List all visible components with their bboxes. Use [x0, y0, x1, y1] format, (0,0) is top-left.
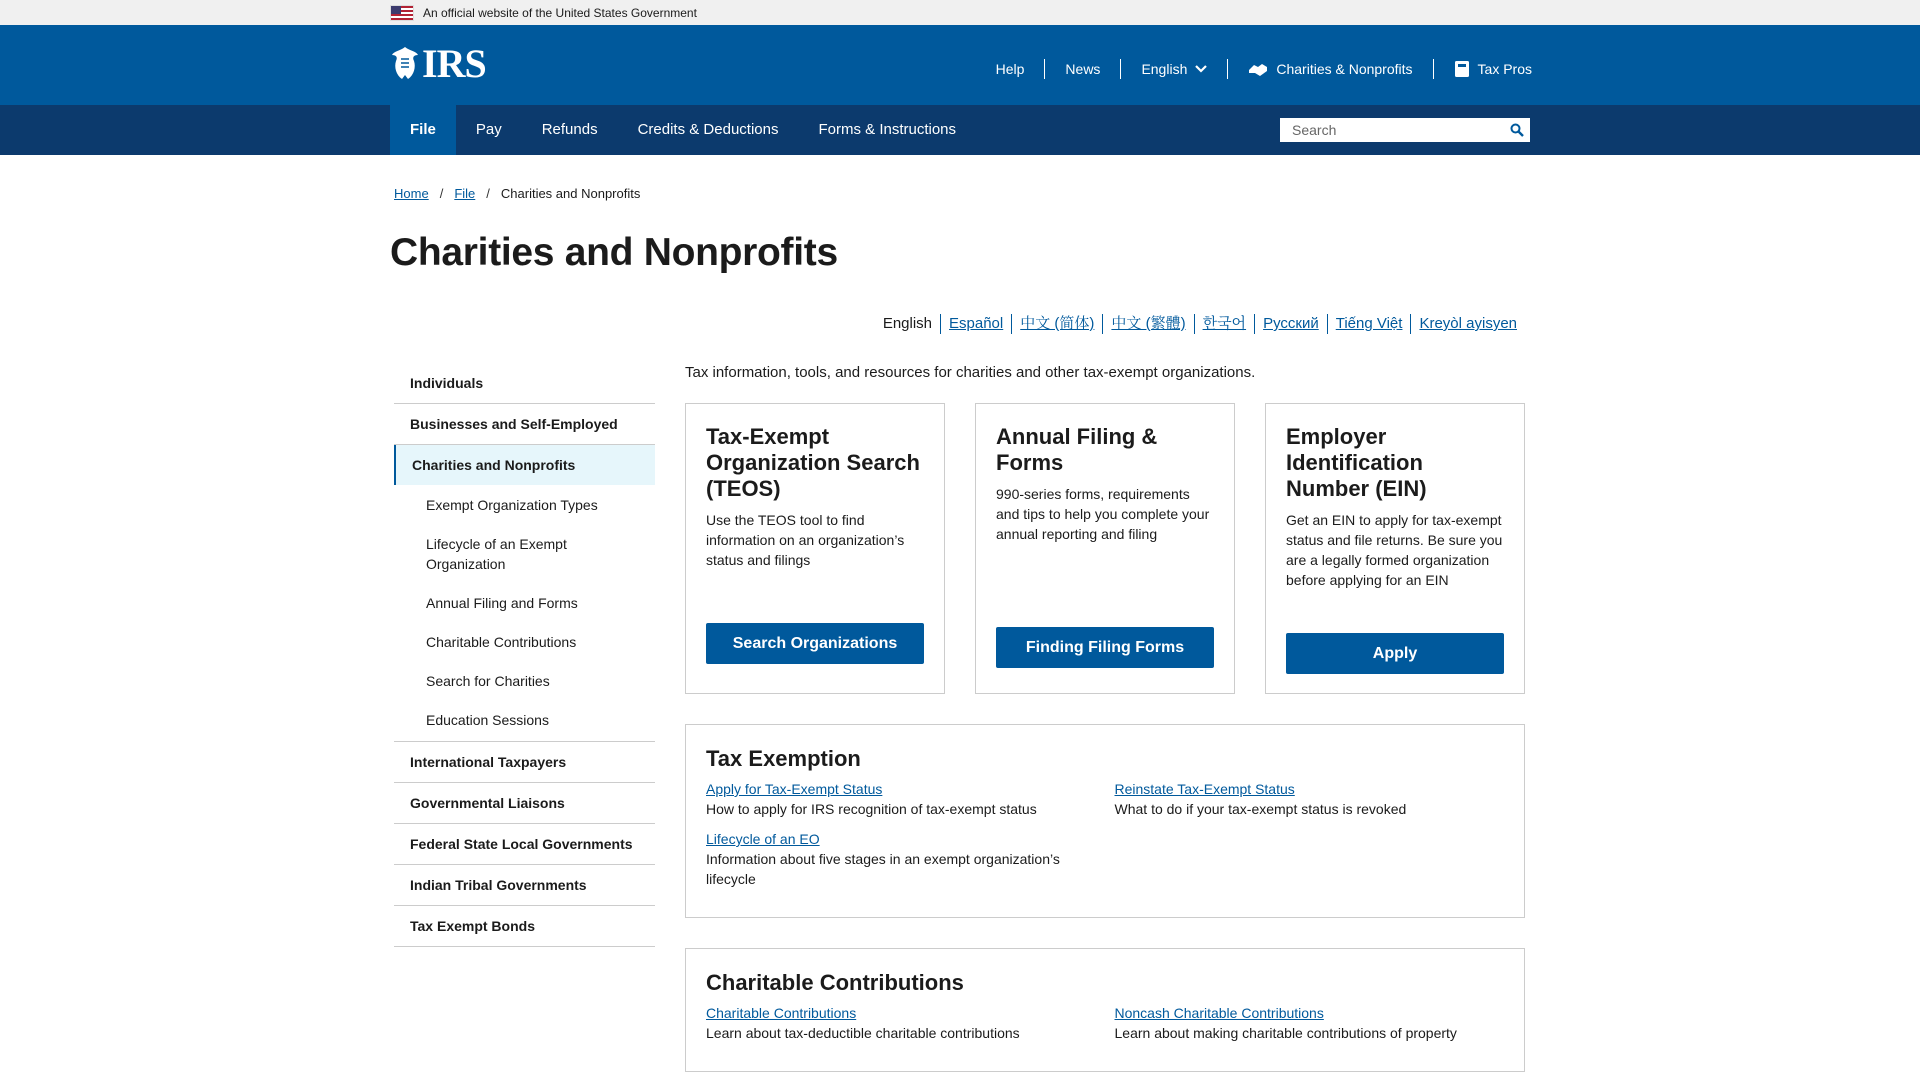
news-link[interactable] [1045, 59, 1121, 79]
link-description: Learn about tax-deductible charitable contributions [706, 1025, 1020, 1041]
link-description: How to apply for IRS recognition of tax-exempt status [706, 801, 1037, 817]
search-icon[interactable] [1510, 123, 1524, 137]
card-text: Use the TEOS tool to find information on an organization’s status and filings [706, 512, 905, 568]
link-item [706, 779, 1096, 819]
noncash-contributions-link[interactable]: Noncash Charitable Contributions [1114, 1005, 1324, 1021]
sidebar-item-tax-exempt-bonds[interactable]: Tax Exempt Bonds [394, 906, 655, 947]
utility-nav [976, 59, 1532, 79]
book-icon [1454, 60, 1470, 78]
lang-korean[interactable]: 한국어 [1194, 314, 1254, 334]
handshake-icon [1248, 61, 1268, 77]
logo-text: IRS [422, 40, 486, 86]
card-teos [685, 403, 945, 694]
lifecycle-eo-link[interactable]: Lifecycle of an EO [706, 831, 820, 847]
link-description: Learn about making charitable contributions of property [1114, 1025, 1457, 1041]
help-link[interactable] [976, 59, 1046, 79]
card-row [685, 403, 1525, 694]
search-input[interactable] [1292, 122, 1510, 138]
breadcrumb [394, 186, 1920, 201]
language-dropdown[interactable] [1121, 59, 1228, 79]
help-label: Help [995, 61, 1025, 77]
finding-filing-forms-button[interactable]: Finding Filing Forms [996, 627, 1214, 668]
site-header [0, 25, 1920, 105]
lang-haitian-creole[interactable]: Kreyòl ayisyen [1410, 314, 1525, 334]
reinstate-tax-exempt-link[interactable]: Reinstate Tax-Exempt Status [1114, 781, 1295, 797]
gov-banner-text: An official website of the United States Government [423, 5, 697, 20]
tax-exemption-section [685, 724, 1525, 918]
page-title: Charities and Nonprofits [390, 231, 838, 274]
section-title: Tax Exemption [706, 746, 861, 771]
sidebar-item-governmental-liaisons[interactable]: Governmental Liaisons [394, 783, 655, 824]
irs-logo[interactable] [390, 40, 486, 87]
sidebar-sub-exempt-org-types[interactable]: Exempt Organization Types [426, 497, 598, 513]
nav-forms-instructions[interactable]: Forms & Instructions [818, 121, 957, 138]
lang-vietnamese[interactable]: Tiếng Việt [1327, 314, 1411, 334]
main-content [685, 363, 1525, 1072]
language-switcher [875, 314, 1525, 334]
link-item [706, 829, 1096, 889]
taxpros-link[interactable] [1434, 59, 1532, 79]
sidebar-sub-charitable-contributions[interactable]: Charitable Contributions [426, 634, 577, 650]
breadcrumb-file[interactable]: File [454, 186, 476, 201]
link-item [1115, 779, 1505, 819]
breadcrumb-current: Charities and Nonprofits [500, 186, 641, 201]
apply-tax-exempt-link[interactable]: Apply for Tax-Exempt Status [706, 781, 883, 797]
card-text: 990-series forms, requirements and tips to help you complete your annual reporting and filing [996, 486, 1210, 542]
section-title: Charitable Contributions [706, 970, 964, 995]
sidebar-item-international[interactable]: International Taxpayers [394, 742, 655, 783]
search-organizations-button[interactable]: Search Organizations [706, 623, 924, 664]
sidebar-sub-search-charities[interactable]: Search for Charities [426, 673, 550, 689]
apply-button[interactable]: Apply [1286, 633, 1504, 674]
sidebar-item-fslg[interactable]: Federal State Local Governments [394, 824, 655, 865]
sidebar-item-charities[interactable]: Charities and Nonprofits [394, 445, 655, 485]
nav-pay[interactable]: Pay [475, 121, 502, 138]
link-item [706, 1003, 1096, 1043]
card-title: Annual Filing & Forms [996, 424, 1158, 475]
link-item [1115, 1003, 1505, 1043]
lang-spanish[interactable]: Español [940, 314, 1011, 334]
card-title: Tax-Exempt Organization Search (TEOS) [706, 424, 920, 501]
eagle-icon [390, 45, 420, 81]
breadcrumb-home[interactable]: Home [394, 186, 429, 201]
news-label: News [1065, 61, 1101, 77]
lang-english: English [882, 315, 933, 332]
card-title: Employer Identification Number (EIN) [1286, 424, 1427, 501]
lang-chinese-traditional[interactable]: 中文 (繁體) [1102, 314, 1193, 334]
sidebar-item-individuals[interactable]: Individuals [394, 363, 655, 404]
link-description: What to do if your tax-exempt status is revoked [1114, 801, 1407, 817]
card-annual-filing [975, 403, 1235, 694]
sidebar-sub-lifecycle[interactable]: Lifecycle of an Exempt Organization [426, 536, 567, 572]
lang-chinese-simplified[interactable]: 中文 (简体) [1011, 314, 1102, 334]
sidebar-item-businesses[interactable]: Businesses and Self-Employed [394, 404, 655, 445]
search-box [1280, 118, 1530, 142]
charitable-contributions-link[interactable]: Charitable Contributions [706, 1005, 857, 1021]
breadcrumb-separator: / [439, 186, 444, 201]
sidebar-sub-education-sessions[interactable]: Education Sessions [426, 712, 549, 728]
card-ein [1265, 403, 1525, 694]
main-nav [0, 105, 1920, 155]
chevron-down-icon [1195, 65, 1207, 73]
gov-banner [0, 0, 1920, 25]
sidebar-submenu [394, 485, 655, 742]
nav-credits-deductions[interactable]: Credits & Deductions [637, 121, 779, 138]
us-flag-icon [390, 5, 414, 21]
sidebar [394, 363, 655, 947]
language-label: English [1141, 61, 1188, 77]
nav-refunds[interactable]: Refunds [541, 121, 598, 138]
nav-file[interactable]: File [390, 105, 456, 155]
breadcrumb-separator: / [486, 186, 490, 201]
taxpros-label: Tax Pros [1477, 61, 1532, 77]
sidebar-item-indian-tribal[interactable]: Indian Tribal Governments [394, 865, 655, 906]
charitable-contributions-section [685, 948, 1525, 1072]
intro-text: Tax information, tools, and resources for charities and other tax-exempt organizations. [685, 364, 1256, 381]
card-text: Get an EIN to apply for tax-exempt status and file returns. Be sure you are a legally formed organization before applying for an EIN [1286, 512, 1503, 588]
charities-label: Charities & Nonprofits [1276, 61, 1413, 77]
lang-russian[interactable]: Русский [1254, 314, 1327, 334]
charities-link[interactable] [1228, 59, 1433, 79]
link-description: Information about five stages in an exempt organization’s lifecycle [706, 851, 1060, 887]
sidebar-sub-annual-filing[interactable]: Annual Filing and Forms [426, 595, 578, 611]
